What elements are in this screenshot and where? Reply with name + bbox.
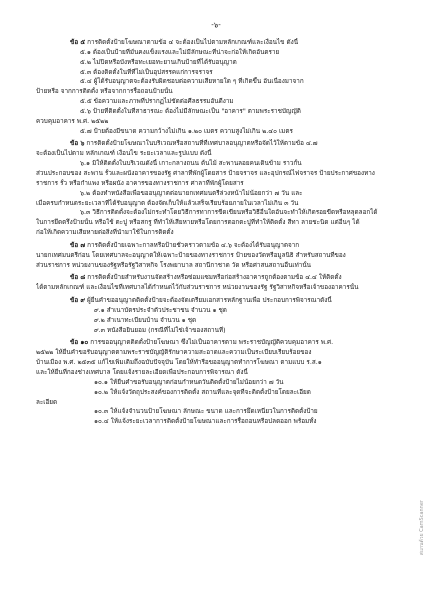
line-text: การติดตั้งป้ายเฉพาะกาลหรือป้ายชั่วคราวตามข้อ ๔.๖ จะต้องได้รับอนุญาตจาก bbox=[85, 241, 300, 249]
clause-5 bbox=[36, 38, 408, 48]
line-text: ผู้ยื่นคำขออนุญาตติดตั้งป้ายจะต้องจัดเตรียมเอกสารหลักฐานเพื่อ ประกอบการพิจารณาดังนี้ bbox=[85, 297, 332, 305]
line-text: จะต้องเป็นไปตาม หลักเกณฑ์ เงื่อนไข ระยะเวลาและรูปแบบ ดังนี้ bbox=[36, 150, 212, 158]
line-text: ส่วนประกอบของ สะพาน รั้วและผนังอาคารของรัฐ ศาลาที่พักผู้โดยสาร ป้ายจราจร และอุปกรณ์ไฟจราจร ป้ายประกาศของทาง bbox=[36, 169, 375, 177]
scanner-watermark: สแกนด้วย CamScanner bbox=[419, 500, 425, 556]
clause-9-3 bbox=[36, 326, 408, 336]
line-text: ราชการ รั้ว หรือกำแพง หรือผนัง อาคารของทางราชการ ศาลาที่พักผู้โดยสาร bbox=[36, 179, 244, 187]
clause-7-cont-a bbox=[36, 251, 408, 261]
line-text: ๑๐.๔ ให้แจ้งระยะเวลาการติดตั้งป้ายโฆษณาและการรื้อถอนหรือปลดออก พร้อมทั้ง bbox=[94, 418, 317, 426]
clause-5-2 bbox=[36, 58, 408, 68]
line-text: ๕.๖ ป้ายที่ติดตั้งในที่สาธารณะ ต้องไม่มีลักษณะเป็น "อาคาร" ตามพระราชบัญญัติ bbox=[80, 107, 301, 115]
clause-6-3-cont-b bbox=[36, 228, 408, 238]
clause-5-6 bbox=[36, 107, 408, 117]
document-body bbox=[36, 38, 408, 427]
clause-10-cont-b bbox=[36, 358, 408, 368]
clause-10-4 bbox=[36, 417, 408, 427]
line-text: ๙.๒ สำเนาทะเบียนบ้าน จำนวน ๑ ชุด bbox=[94, 316, 197, 324]
line-text: ๕.๕ ข้อความและภาพที่ปรากฏไม่ขัดต่อศีลธรรมอันดีงาม bbox=[80, 98, 234, 106]
clause-number: ข้อ ๖ bbox=[70, 140, 85, 148]
clause-number: ข้อ ๘ bbox=[70, 274, 86, 282]
clause-6 bbox=[36, 139, 408, 149]
line-text: และให้ยื่นที่กองช่างเทศบาล โดยแจ้งรายละเอียดเพื่อประกอบการพิจารณา ดังนี้ bbox=[36, 369, 248, 376]
line-text: การขออนุญาตติดตั้งป้ายโฆษณา ซึ่งไม่เป็นอาคารตาม พระราชบัญญัติควบคุมอาคาร พ.ศ. bbox=[88, 339, 334, 347]
line-text: ๑๐.๓ ให้แจ้งจำนวนป้ายโฆษณา ลักษณะ ขนาด และการยึดเหนี่ยวในการติดตั้งป้าย bbox=[94, 408, 318, 416]
clause-5-3 bbox=[36, 68, 408, 78]
line-text: ป้ายหรือ จากการติดตั้ง หรือจากการรื้อถอนป้ายนั้น bbox=[36, 88, 173, 96]
clause-5-5 bbox=[36, 97, 408, 107]
line-text: ๕.๑ ต้องเป็นป้ายที่มั่นคงแข็งแรงและไม่มีลักษณะที่น่าจะก่อให้เกิดอันตราย bbox=[80, 48, 280, 56]
clause-9-2 bbox=[36, 316, 408, 326]
clause-6-3 bbox=[36, 208, 408, 218]
clause-number: ข้อ ๙ bbox=[70, 297, 86, 305]
line-text: ๕.๔ ผู้ได้รับอนุญาตจะต้องรับผิดชอบต่อความเสียหายใด ๆ ที่เกิดขึ้น อันเนื่องมาจาก bbox=[80, 78, 304, 86]
line-text: ๕.๓ ต้องติดตั้งในที่ที่ไม่เป็นอุปสรรคแก่การจราจร bbox=[80, 68, 213, 76]
clause-10-2-cont bbox=[36, 398, 408, 408]
clause-10 bbox=[36, 338, 408, 348]
line-text: ส่วนราชการ หน่วยงานของรัฐหรือรัฐวิสาหกิจ โรงพยาบาล สถานีกาชาด วัด หรือศาสนสถานอื่นเท่านั้น bbox=[36, 261, 311, 269]
clause-5-4-cont bbox=[36, 87, 408, 97]
clause-10-cont-a bbox=[36, 348, 408, 358]
line-text: นายกเทศมนตรีก่อน โดยเทศบาลจะอนุญาตให้เฉพาะป้ายของทางราชการ ป้ายของวัดหรือมูลนิธิ สำหรับสถานที่ของ bbox=[36, 251, 346, 259]
line-text: การติดตั้งป้ายโฆษณาในบริเวณหรือสถานที่ที่เทศบาลอนุญาตหรือจัดไว้ให้ตามข้อ ๔.๗ bbox=[84, 140, 318, 148]
clause-9 bbox=[36, 296, 408, 306]
clause-8 bbox=[36, 273, 408, 283]
line-text: ได้ตามหลักเกณฑ์ และเงื่อนไขที่เทศบาลได้กำหนดไว้กับส่วนราชการ หน่วยงานของรัฐ รัฐวิสาหกิจหรือเจ้าของอาคารนั้น bbox=[36, 284, 359, 292]
clause-number: ข้อ ๑๐ bbox=[70, 339, 89, 347]
line-text: ๑๐.๑ ให้ยื่นคำขอรับอนุญาตก่อนกำหนดวันติดตั้งป้ายไม่น้อยกว่า ๗ วัน bbox=[94, 378, 284, 386]
clause-5-7 bbox=[36, 127, 408, 137]
clause-number: ข้อ ๗ bbox=[70, 241, 86, 249]
clause-6-2-cont bbox=[36, 199, 408, 209]
line-text: ๕.๒ ไม่ปิดหรือบังหรือทะเยอทะยานเกินป้ายที่ได้รับอนุญาต bbox=[80, 58, 237, 66]
clause-5-6-cont bbox=[36, 117, 408, 127]
clause-7 bbox=[36, 241, 408, 251]
line-text: ๖.๓ วิธีการติดตั้งจะต้องไม่กระทำโดยวิธีการทาการขีดเขียนหรือวิธีอื่นใดอันจะทำให้เกิดรอยขีดหรือหลุดลอกได้ bbox=[80, 209, 378, 217]
clause-number: ข้อ ๕ bbox=[70, 39, 86, 46]
page-number: -๖- bbox=[211, 21, 221, 29]
clause-6-3-cont-a bbox=[36, 218, 408, 228]
line-text: ๒๕๒๒ ให้ยื่นคำขอรับอนุญาตตามพระราชบัญญัติรักษาความสะอาดและความเป็นระเบียบเรียบร้อยของ bbox=[36, 349, 312, 357]
line-text: ควบคุมอาคาร พ.ศ. ๒๕๒๒ bbox=[36, 117, 109, 125]
line-text: เมื่อครบกำหนดระยะเวลาที่ได้รับอนุญาต ต้องจัดเก็บให้แล้วเสร็จเรียบร้อยภายในเวลาไม่เกิน ๓ วัน bbox=[36, 199, 299, 207]
line-text: การติดตั้งป้ายสำหรับงานจัดสร้างหรือซ่อมแซมหรือก่อสร้างอาคารถูกต้องตามข้อ ๔.๔ ให้ติดตั้ง bbox=[85, 274, 342, 282]
clause-5-1 bbox=[36, 48, 408, 58]
line-text: ๙.๑ สำเนาบัตรประจำตัวประชาชน จำนวน ๑ ชุด bbox=[94, 306, 227, 314]
clause-6-1-cont-a bbox=[36, 169, 408, 179]
clause-8-cont bbox=[36, 283, 408, 293]
line-text: ในการยึดตรึงป้ายนั้น หรือใช้ ตะปู หรือสกรู ที่ทำให้เสียหายหรือโดยการตอกตะปูที่ทำให้ติดตั้ง สีทา ลายชะนิด แต่อื่นๆ ได้ bbox=[36, 219, 360, 227]
line-text: บ้านเมือง พ.ศ. ๒๕๓๕ แก้ไขเพิ่มเติมถึงฉบับปัจจุบัน โดยให้ทำรือขออนุญาตทำการโฆษณา ตามแบบ ร.ส.๑ bbox=[36, 359, 322, 367]
clause-6-cont bbox=[36, 149, 408, 159]
clause-10-cont-c bbox=[36, 368, 408, 378]
clause-10-1 bbox=[36, 378, 408, 388]
line-text: ๑๐.๒ ให้แจ้งวัตถุประสงค์ของการติดตั้ง สถานที่และจุดที่จะติดตั้งป้ายโดยละเอียด bbox=[94, 388, 311, 396]
clause-10-3 bbox=[36, 407, 408, 417]
clause-10-2 bbox=[36, 388, 408, 398]
clause-6-1-cont-b bbox=[36, 179, 408, 189]
line-text: ๕.๗ ป้ายต้องมีขนาด ความกว้างไม่เกิน ๑.๒๐ เมตร ความสูงไม่เกิน ๒.๔๐ เมตร bbox=[80, 127, 293, 135]
clause-5-4 bbox=[36, 77, 408, 87]
clause-6-2 bbox=[36, 189, 408, 199]
line-text: ๙.๓ หนังสือยินยอม (กรณีที่ไม่ใช่เจ้าของสถานที่) bbox=[94, 326, 226, 334]
line-text: ละเอียด bbox=[36, 398, 58, 406]
line-text: ก่อให้เกิดความเสียหายต่อสิ่งที่นำมาใช้ในการติดตั้ง bbox=[36, 229, 174, 237]
clause-7-cont-b bbox=[36, 261, 408, 271]
line-text: การติดตั้งป้ายโฆษณาตามข้อ ๔ จะต้องเป็นไปตามหลักเกณฑ์และเงื่อนไข ดังนี้ bbox=[85, 39, 299, 46]
line-text: ๖.๒ ต้องทำหนังสือเพื่อขออนุญาตต่อนายกเทศมนตรีล่วงหน้าไม่น้อยกว่า ๗ วัน และ bbox=[80, 189, 303, 197]
line-text: ๖.๑ มิให้ติดตั้งในบริเวณดังนี้ เกาะกลางถนน ต้นไม้ สะพานลอยคนเดินข้าม ราวกั้น bbox=[80, 160, 302, 168]
clause-6-1 bbox=[36, 159, 408, 169]
clause-9-1 bbox=[36, 306, 408, 316]
